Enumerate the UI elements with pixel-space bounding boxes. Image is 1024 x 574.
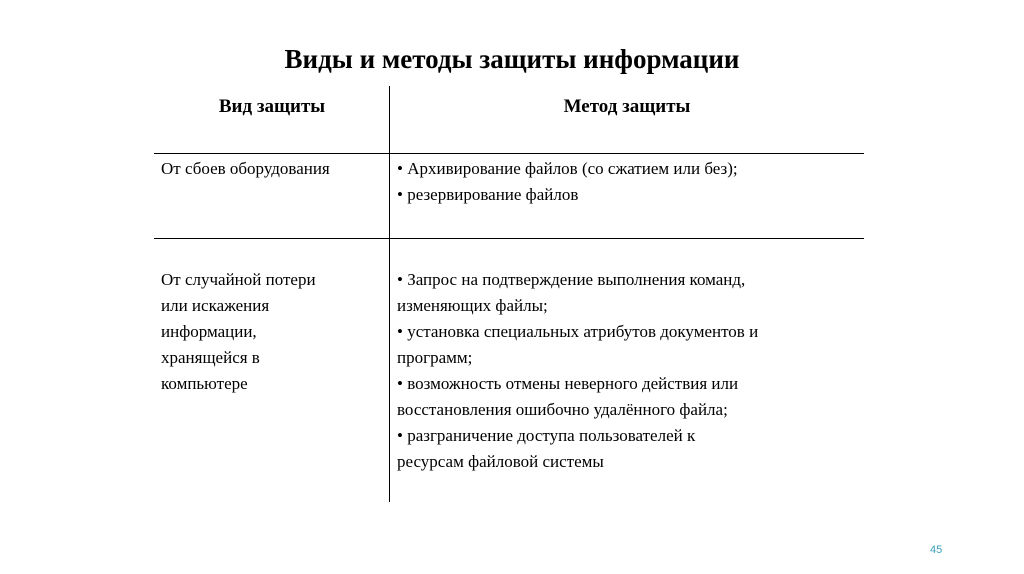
page-number: 45 (930, 544, 943, 556)
row-divider (154, 238, 864, 239)
column-divider (389, 86, 390, 502)
table-cell-type: От сбоев оборудования (161, 159, 330, 178)
table-cell-type: От случайной потери или искажения информации, хранящейся в компьютере (161, 270, 316, 393)
slide-title: Виды и методы защиты информации (284, 44, 740, 74)
row-divider (154, 153, 864, 154)
table-cell-methods: • Запрос на подтверждение выполнения команд, изменяющих файлы; • установка специальных атрибутов документов и программ; • возможность отмены неверного действия или восстановления ошибочно удалённого файла; • разграничение доступа пользователей к ресурсам файловой системы (397, 270, 759, 471)
column-header-protection-type: Вид защиты (218, 96, 326, 117)
table-cell-methods: • Архивирование файлов (со сжатием или без); • резервирование файлов (397, 159, 738, 204)
column-header-protection-method: Метод защиты (563, 96, 691, 117)
